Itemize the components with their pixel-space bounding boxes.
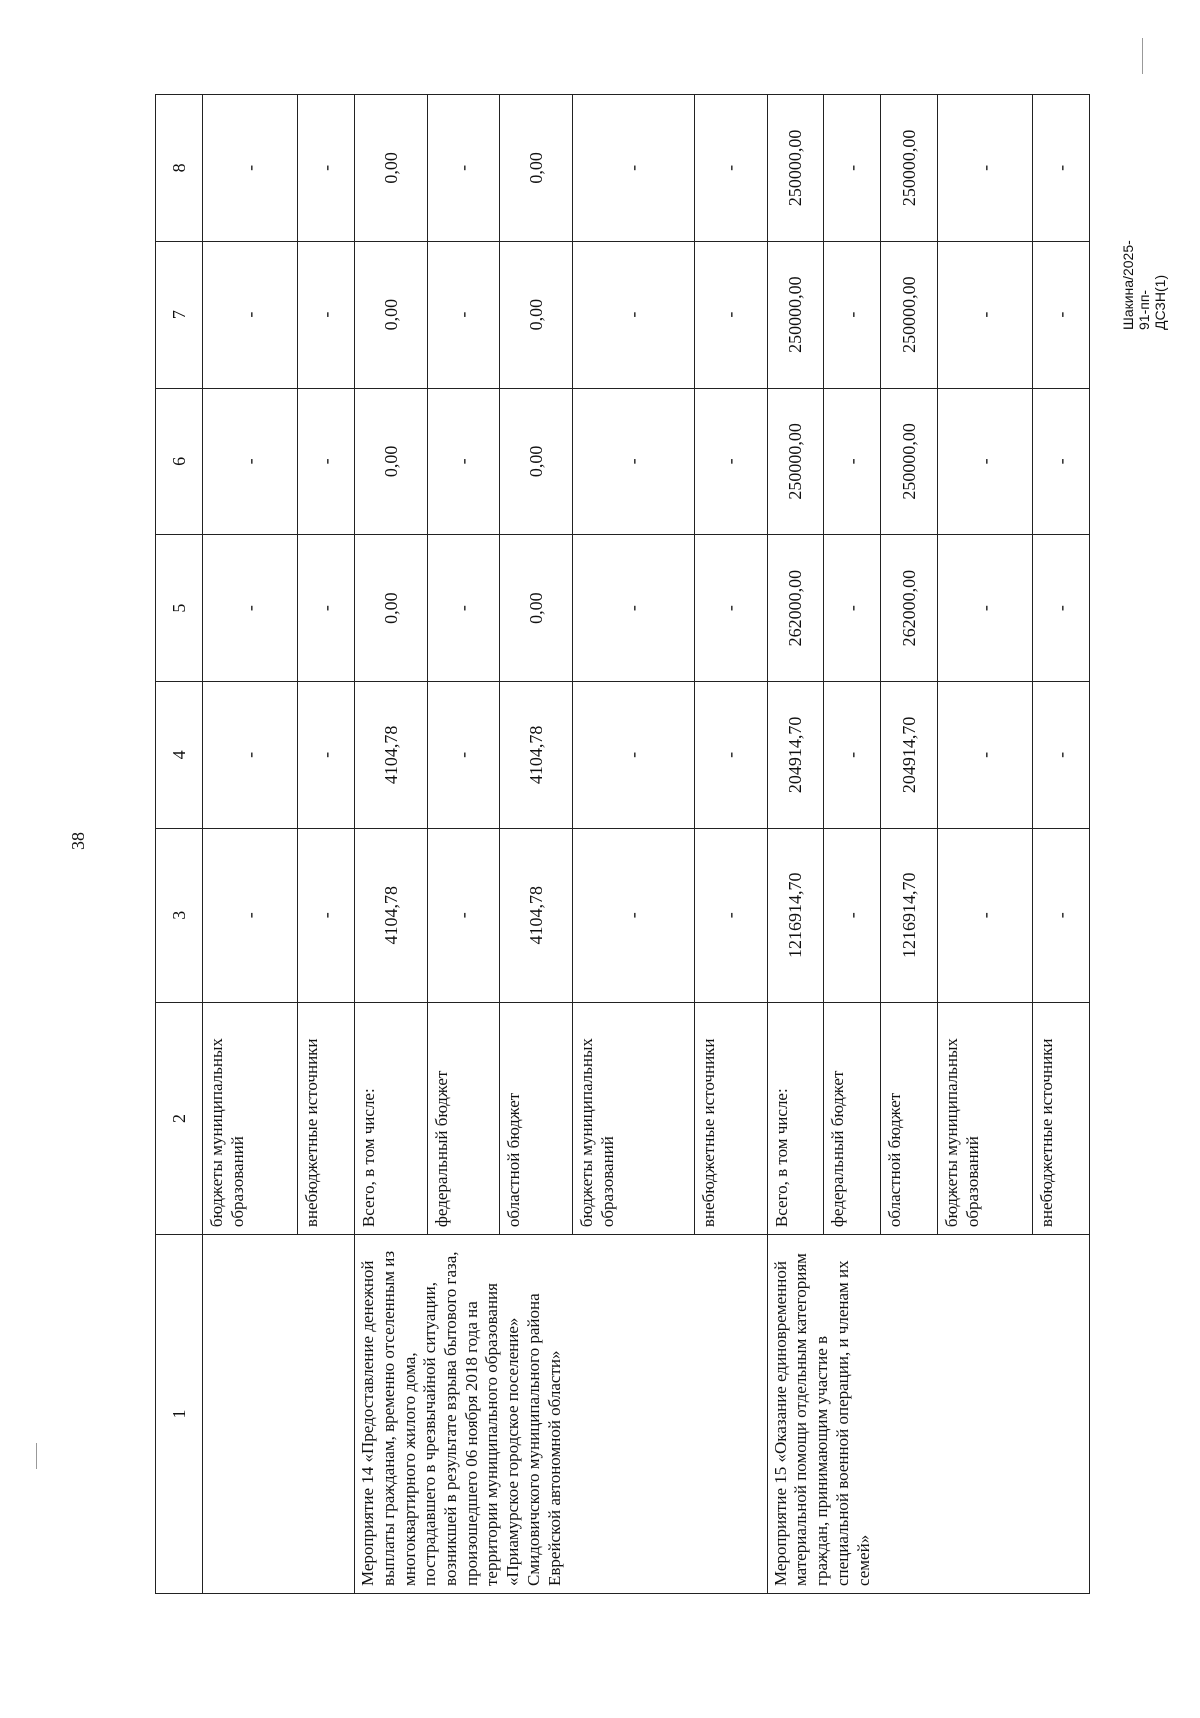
value-cell: - [573,681,695,828]
value-cell: 0,00 [355,535,428,682]
value-cell: 0,00 [355,95,428,242]
value-cell: - [298,241,355,388]
value-cell: - [694,535,767,682]
document-code: Шакина/2025-91-пп-ДСЗН(1) [1120,240,1168,330]
value-cell: 4104,78 [500,681,573,828]
margin-mark [1142,38,1143,74]
value-cell: 250000,00 [881,95,938,242]
value-cell: - [298,681,355,828]
header-row [156,95,203,1594]
value-cell: 0,00 [500,535,573,682]
table-row [355,95,428,1594]
value-cell: - [427,241,500,388]
value-cell: 0,00 [500,241,573,388]
budget-table-rotated [155,94,1090,1594]
funding-source: Всего, в том числе: [355,1002,428,1234]
value-cell: 4104,78 [355,828,428,1002]
value-cell: 0,00 [500,388,573,535]
funding-source: федеральный бюджет [824,1002,881,1234]
value-cell: - [427,681,500,828]
value-cell: 4104,78 [500,828,573,1002]
value-cell: - [1033,241,1090,388]
value-cell: 250000,00 [767,388,824,535]
value-cell: 1216914,70 [767,828,824,1002]
value-cell: 262000,00 [767,535,824,682]
value-cell: - [824,241,881,388]
value-cell: - [203,388,298,535]
value-cell: - [937,95,1032,242]
value-cell: - [824,95,881,242]
value-cell: 262000,00 [881,535,938,682]
funding-source: внебюджетные источники [694,1002,767,1234]
funding-source: областной бюджет [500,1002,573,1234]
value-cell: 1216914,70 [881,828,938,1002]
value-cell: - [937,388,1032,535]
value-cell: 4104,78 [355,681,428,828]
value-cell: - [694,828,767,1002]
value-cell: 0,00 [355,388,428,535]
value-cell: - [824,535,881,682]
value-cell: 250000,00 [767,241,824,388]
value-cell: - [937,535,1032,682]
value-cell: - [427,535,500,682]
value-cell: - [298,95,355,242]
funding-source: областной бюджет [881,1002,938,1234]
value-cell: 250000,00 [881,241,938,388]
value-cell: - [203,535,298,682]
value-cell: - [937,681,1032,828]
value-cell: - [694,388,767,535]
value-cell: - [427,388,500,535]
measure-cell [203,1235,355,1594]
funding-source: бюджеты муниципальных образований [573,1002,695,1234]
header-cell: 1 [156,1235,203,1594]
measure-cell: Мероприятие 15 «Оказание единовременной материальной помощи отдельным категориям граждан, принимающим участие в специальной военной операции, и членам их семей» [767,1235,1089,1594]
value-cell: - [1033,828,1090,1002]
value-cell: - [824,681,881,828]
header-cell: 6 [156,388,203,535]
value-cell: - [1033,95,1090,242]
value-cell: 250000,00 [881,388,938,535]
funding-source: бюджеты муниципальных образований [203,1002,298,1234]
value-cell: - [573,388,695,535]
value-cell: - [694,241,767,388]
value-cell: 0,00 [355,241,428,388]
value-cell: - [694,95,767,242]
value-cell: - [298,828,355,1002]
header-cell: 4 [156,681,203,828]
value-cell: - [1033,535,1090,682]
value-cell: 204914,70 [881,681,938,828]
value-cell: 250000,00 [767,95,824,242]
value-cell: - [298,388,355,535]
funding-source: внебюджетные источники [1033,1002,1090,1234]
header-cell: 7 [156,241,203,388]
funding-source: бюджеты муниципальных образований [937,1002,1032,1234]
value-cell: 204914,70 [767,681,824,828]
value-cell: - [427,828,500,1002]
value-cell: - [824,388,881,535]
budget-table [155,94,1090,1594]
value-cell: - [203,241,298,388]
header-cell: 3 [156,828,203,1002]
value-cell: - [203,828,298,1002]
value-cell: - [573,241,695,388]
table-row [203,95,298,1594]
funding-source: Всего, в том числе: [767,1002,824,1234]
margin-mark [36,1443,37,1469]
value-cell: - [203,95,298,242]
measure-cell: Мероприятие 14 «Предоставление денежной выплаты гражданам, временно отселенным из многоквартирного жилого дома, пострадавшего в чрезвычайной ситуации, возникшей в результате взрыва бытового газа, произошедшего 06 ноября 2018 года на территории муниципального образования «Приамурское городское поселение» Смидовичского муниципального района Еврейской автономной области» [355,1235,768,1594]
value-cell: - [427,95,500,242]
header-cell: 5 [156,535,203,682]
value-cell: - [1033,388,1090,535]
value-cell: 0,00 [500,95,573,242]
page-number: 38 [68,832,88,850]
value-cell: - [937,241,1032,388]
value-cell: - [203,681,298,828]
funding-source: внебюджетные источники [298,1002,355,1234]
header-cell: 2 [156,1002,203,1234]
value-cell: - [573,535,695,682]
value-cell: - [298,535,355,682]
value-cell: - [573,828,695,1002]
header-cell: 8 [156,95,203,242]
funding-source: федеральный бюджет [427,1002,500,1234]
table-row [767,95,824,1594]
value-cell: - [824,828,881,1002]
value-cell: - [1033,681,1090,828]
value-cell: - [694,681,767,828]
value-cell: - [573,95,695,242]
value-cell: - [937,828,1032,1002]
